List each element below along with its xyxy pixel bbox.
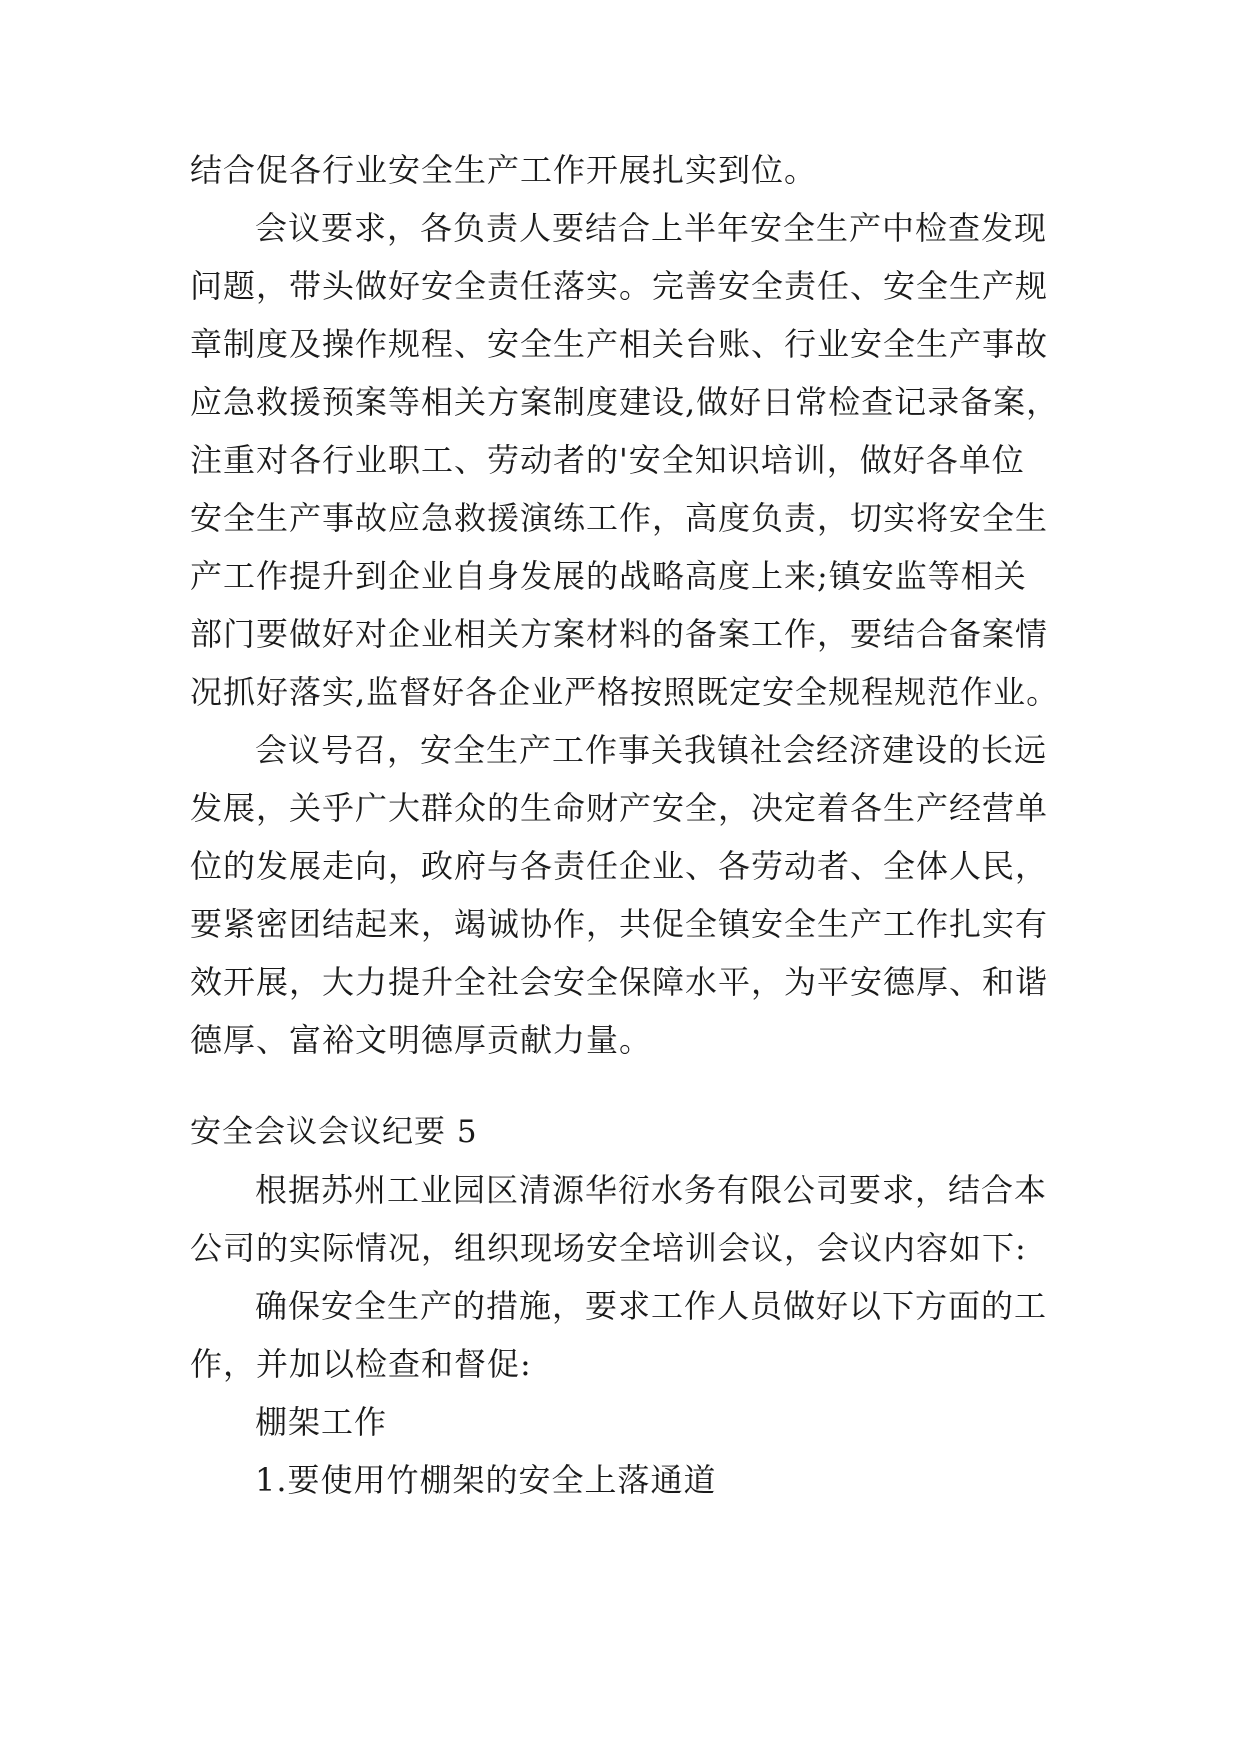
text-line: 结合促各行业安全生产工作开展扎实到位。 [190, 151, 818, 189]
text-line: 作，并加以检查和督促: [190, 1345, 532, 1383]
text-line: 公司的实际情况，组织现场安全培训会议，会议内容如下: [190, 1229, 1027, 1267]
text-line: 问题，带头做好安全责任落实。完善安全责任、安全生产规 [190, 267, 1049, 305]
paragraph-first-line: 确保安全生产的措施，要求工作人员做好以下方面的工 [255, 1287, 1048, 1325]
text-line: 德厚、富裕文明德厚贡献力量。 [190, 1021, 653, 1059]
text-line: 要紧密团结起来，竭诚协作，共促全镇安全生产工作扎实有 [190, 905, 1049, 943]
text-line: 部门要做好对企业相关方案材料的备案工作，要结合备案情 [190, 615, 1049, 653]
paragraph-first-line: 会议号召，安全生产工作事关我镇社会经济建设的长远 [255, 731, 1048, 769]
text-line: 位的发展走向，政府与各责任企业、各劳动者、全体人民， [190, 847, 1049, 885]
text-line: 产工作提升到企业自身发展的战略高度上来;镇安监等相关 [190, 557, 1027, 595]
text-line: 应急救援预案等相关方案制度建设,做好日常检查记录备案， [190, 383, 1060, 421]
text-line: 注重对各行业职工、劳动者的'安全知识培训，做好各单位 [190, 441, 1025, 479]
paragraph-first-line: 会议要求，各负责人要结合上半年安全生产中检查发现 [255, 209, 1048, 247]
text-line: 发展，关乎广大群众的生命财产安全，决定着各生产经营单 [190, 789, 1049, 827]
text-line: 章制度及操作规程、安全生产相关台账、行业安全生产事故 [190, 325, 1049, 363]
list-item: 1.要使用竹棚架的安全上落通道 [255, 1461, 717, 1499]
text-line: 况抓好落实,监督好各企业严格按照既定安全规程规范作业。 [190, 673, 1060, 711]
text-line: 效开展，大力提升全社会安全保障水平，为平安德厚、和谐 [190, 963, 1049, 1001]
section-heading: 安全会议会议纪要 5 [190, 1114, 478, 1150]
paragraph-first-line: 根据苏州工业园区清源华衍水务有限公司要求，结合本 [255, 1171, 1048, 1209]
subheading: 棚架工作 [255, 1403, 388, 1441]
text-line: 安全生产事故应急救援演练工作，高度负责，切实将安全生 [190, 499, 1049, 537]
